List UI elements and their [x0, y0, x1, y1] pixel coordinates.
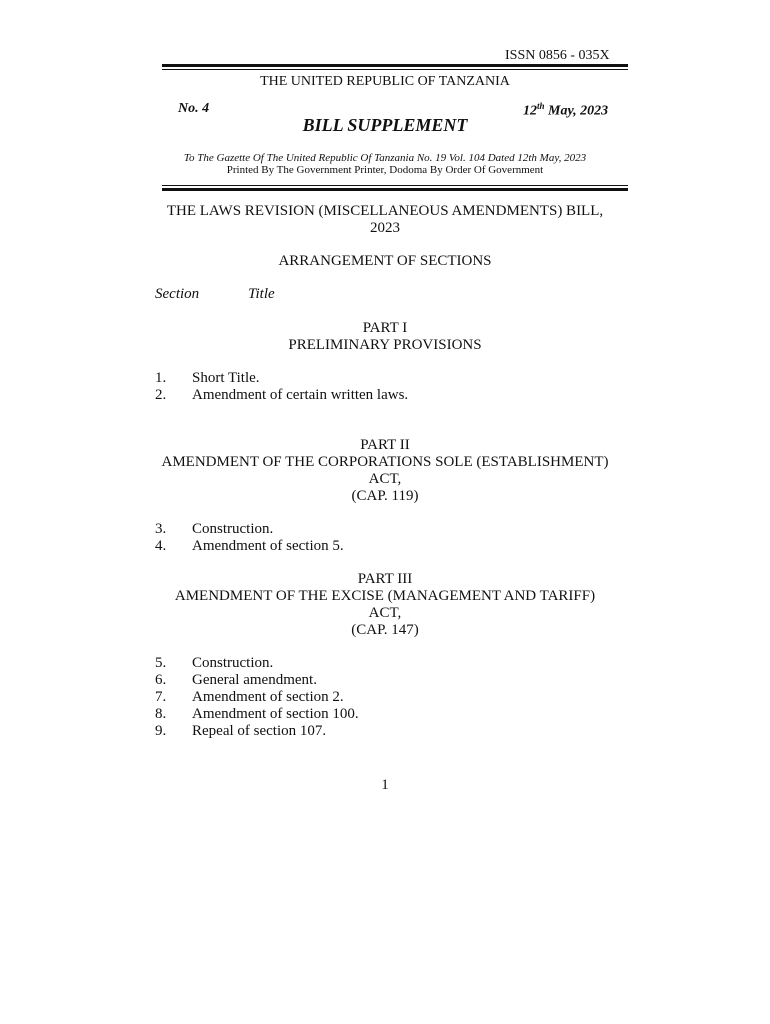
part-3-heading-line3: (CAP. 147) [351, 622, 419, 638]
part-2-heading-line3: (CAP. 119) [351, 488, 419, 504]
arrangement-heading: ARRANGEMENT OF SECTIONS [278, 253, 492, 269]
section-title: Amendment of section 5. [192, 538, 344, 554]
header-top-rule-thick [162, 64, 628, 67]
printer-line: Printed By The Government Printer, Dodoma By Order Of Government [226, 164, 544, 176]
country-name: THE UNITED REPUBLIC OF TANZANIA [260, 74, 510, 89]
part-3-heading-line2: ACT, [368, 605, 402, 621]
part-2-heading-line1: AMENDMENT OF THE CORPORATIONS SOLE (ESTABLISHMENT) [161, 454, 609, 470]
document-title: BILL SUPPLEMENT [302, 115, 468, 135]
header-bottom-rule-thick [162, 188, 628, 191]
section-number: 7. [155, 689, 167, 705]
bill-title-line1: THE LAWS REVISION (MISCELLANEOUS AMENDMENTS) BILL, [166, 203, 604, 219]
part-3-label: PART III [357, 571, 413, 587]
date-day: 12 [523, 103, 537, 119]
issn-number: ISSN 0856 - 035X [505, 48, 610, 63]
date-rest: May, 2023 [544, 103, 609, 119]
bill-title-line2: 2023 [370, 220, 400, 236]
part-2-label: PART II [360, 437, 410, 453]
section-title: General amendment. [192, 672, 317, 688]
section-title: Construction. [192, 655, 274, 671]
section-title: Construction. [192, 521, 274, 537]
part-2-heading-line2: ACT, [368, 471, 402, 487]
gazette-line: To The Gazette Of The United Republic Of Tanzania No. 19 Vol. 104 Dated 12th May, 2023 [183, 152, 587, 164]
section-number: 5. [155, 655, 167, 671]
section-title: Amendment of section 100. [192, 706, 359, 722]
part-1-label: PART I [362, 320, 408, 336]
part-3-heading-line1: AMENDMENT OF THE EXCISE (MANAGEMENT AND TARIFF) [174, 588, 596, 604]
header-top-rule-thin [162, 69, 628, 70]
section-number: 6. [155, 672, 167, 688]
section-number: 8. [155, 706, 167, 722]
supplement-number: No. 4 [178, 101, 210, 116]
page-number: 1 [381, 777, 389, 793]
column-title-label: Title [248, 286, 275, 302]
section-number: 9. [155, 723, 167, 739]
section-title: Amendment of section 2. [192, 689, 344, 705]
section-title: Short Title. [192, 370, 260, 386]
date-suffix: th [537, 101, 545, 111]
section-title: Amendment of certain written laws. [192, 387, 409, 403]
header-bottom-rule-thin [162, 185, 628, 186]
section-number: 4. [155, 538, 167, 554]
section-number: 3. [155, 521, 167, 537]
section-title: Repeal of section 107. [192, 723, 327, 739]
section-number: 2. [155, 387, 167, 403]
column-section-label: Section [155, 286, 200, 302]
part-1-heading: PRELIMINARY PROVISIONS [288, 337, 482, 353]
section-number: 1. [155, 370, 167, 386]
